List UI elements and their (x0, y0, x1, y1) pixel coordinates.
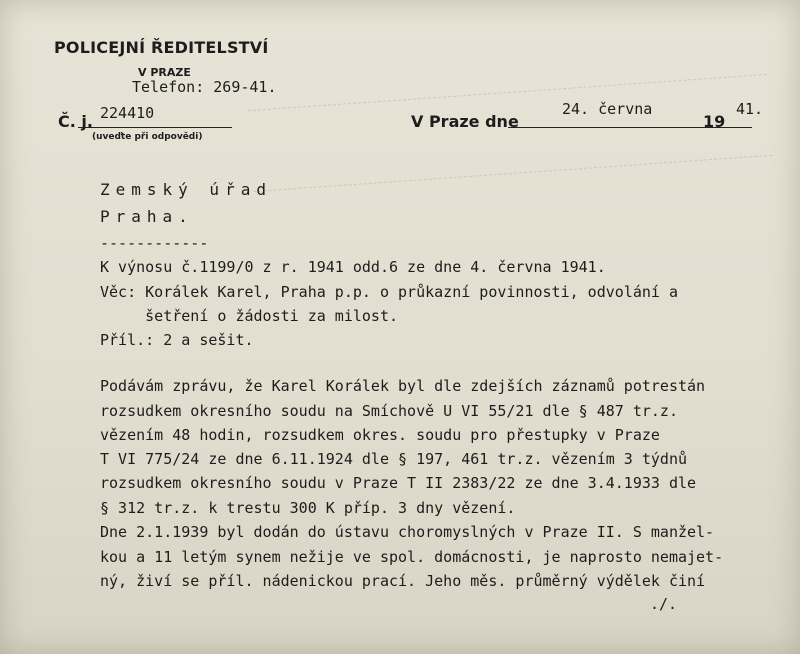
body-line: Příl.: 2 a sešit. (100, 331, 254, 349)
address-separator: ------------ (100, 234, 209, 252)
body-line: T VI 775/24 ze dne 6.11.1924 dle § 197, 461 tr.z. vězením 3 týdnů (100, 450, 687, 468)
body-line: vězením 48 hodin, rozsudkem okres. soudu pro přestupky v Praze (100, 426, 660, 444)
year-prefix: 19 (703, 112, 726, 131)
body-line: Podávám zprávu, že Karel Korálek byl dle zdejších záznamů potrestán (100, 377, 706, 395)
recipient-city: Praha. (100, 207, 194, 226)
body-line: K výnosu č.1199/0 z r. 1941 odd.6 ze dne 4. června 1941. (100, 258, 606, 276)
phone-number: Telefon: 269-41. (132, 78, 277, 96)
organization-city: V PRAZE (138, 66, 191, 79)
body-line: rozsudkem okresního soudu na Smíchově U VI 55/21 dle § 487 tr.z. (100, 402, 678, 420)
continuation-mark: ./. (650, 595, 678, 613)
body-line: Dne 2.1.1939 byl dodán do ústavu choromyslných v Praze II. S manžel- (100, 523, 715, 541)
bleed-through-text (248, 74, 772, 192)
body-line: ný, živí se příl. nádenickou prací. Jeho měs. průměrný výdělek činí (100, 572, 706, 590)
body-line: šetření o žádosti za milost. (100, 307, 399, 325)
reference-number: 224410 (100, 104, 155, 122)
year-suffix: 41. (736, 100, 764, 118)
reference-underline (78, 127, 232, 128)
reference-hint: (uveďte při odpovědi) (92, 132, 203, 142)
recipient-office: Zemský úřad (100, 180, 272, 199)
body-line: rozsudkem okresního soudu v Praze T II 2383/22 ze dne 3.4.1933 dle (100, 474, 697, 492)
date-day-month: 24. června (562, 100, 653, 118)
organization-name: POLICEJNÍ ŘEDITELSTVÍ (54, 38, 269, 57)
reference-label: Č. j. (58, 112, 93, 131)
place-date-label: V Praze dne (411, 112, 519, 131)
body-line: kou a 11 letým synem nežije ve spol. domácnosti, je naprosto nemajet- (100, 548, 724, 566)
body-line: Věc: Korálek Karel, Praha p.p. o průkazní povinnosti, odvolání a (100, 283, 678, 301)
body-line: § 312 tr.z. k trestu 300 K příp. 3 dny vězení. (100, 499, 516, 517)
